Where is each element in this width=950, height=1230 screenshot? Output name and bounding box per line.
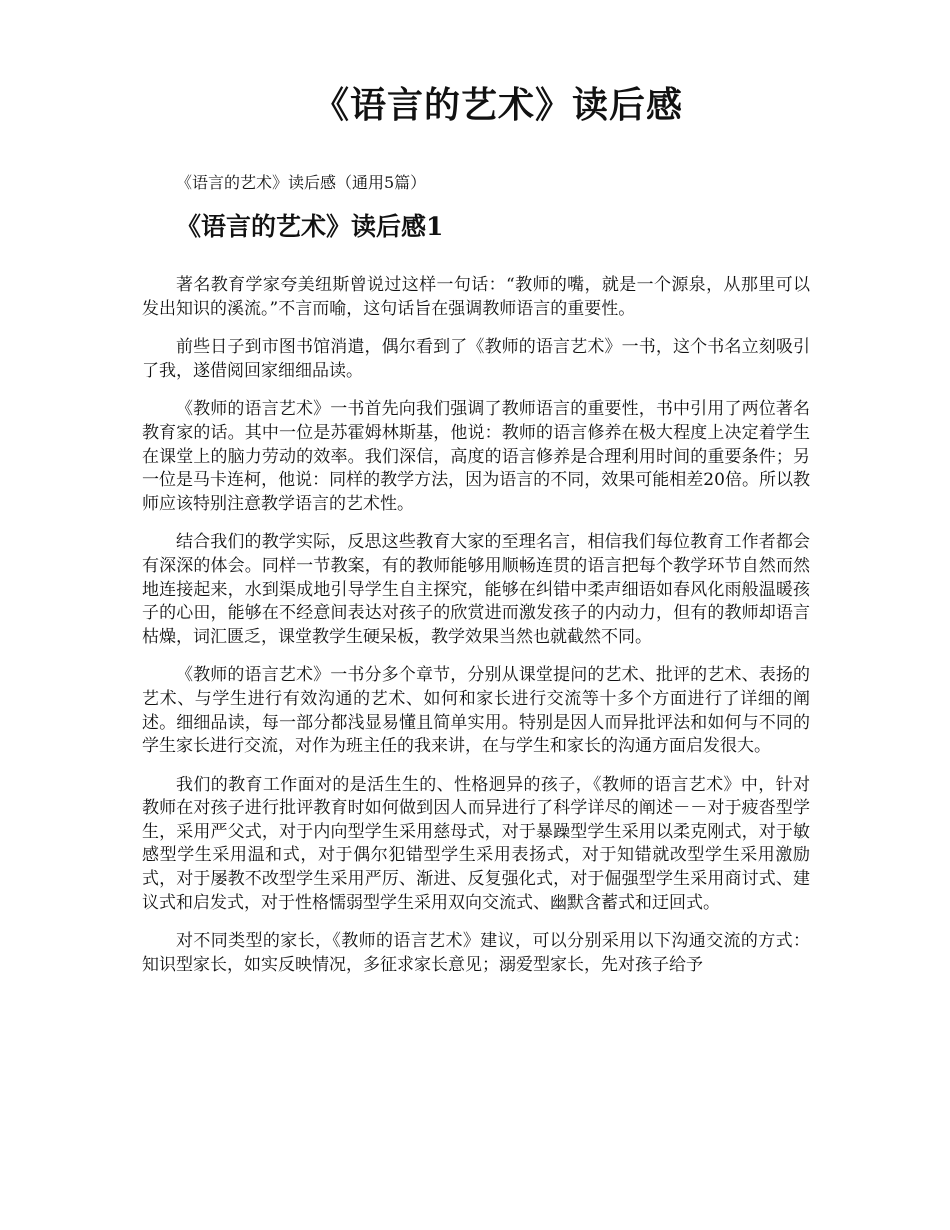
- document-title: 《语言的艺术》读后感: [312, 84, 683, 126]
- paragraph-7: 对不同类型的家长，《教师的语言艺术》建议，可以分别采用以下沟通交流的方式：知识型家长，如实反映情况，多征求家长意见；溺爱型家长，先对孩子给予: [142, 931, 810, 975]
- paragraph-1: 著名教育学家夸美纽斯曾说过这样一句话：“教师的嘴，就是一个源泉，从那里可以发出知识的溪流。”不言而喻，这句话旨在强调教师语言的重要性。: [142, 275, 810, 319]
- section-heading: 《语言的艺术》读后感1: [176, 212, 444, 241]
- paragraph-3: 《教师的语言艺术》一书首先向我们强调了教师语言的重要性，书中引用了两位著名教育家的话。其中一位是苏霍姆林斯基，他说：教师的语言修养在极大程度上决定着学生在课堂上的脑力劳动的效率。我们深信，高度的语言修养是合理利用时间的重要条件；另一位是马卡连柯，他说：同样的教学方法，因为语言的不同，效果可能相差20倍。所以教师应该特别注意教学语言的艺术性。: [142, 399, 810, 514]
- paragraph-5: 《教师的语言艺术》一书分多个章节，分别从课堂提问的艺术、批评的艺术、表扬的艺术、与学生进行有效沟通的艺术、如何和家长进行交流等十多个方面进行了详细的阐述。细细品读，每一部分都浅显易懂且简单实用。特别是因人而异批评法和如何与不同的学生家长进行交流，对作为班主任的我来讲，在与学生和家长的沟通方面启发很大。: [142, 665, 810, 757]
- document-subtitle: 《语言的艺术》读后感（通用5篇）: [176, 173, 427, 192]
- document-body: [142, 274, 810, 992]
- paragraph-6: 我们的教育工作面对的是活生生的、性格迥异的孩子，《教师的语言艺术》中，针对教师在对孩子进行批评教育时如何做到因人而异进行了科学详尽的阐述－－对于疲沓型学生，采用严父式，对于内向型学生采用慈母式，对于暴躁型学生采用以柔克刚式，对于敏感型学生采用温和式，对于偶尔犯错型学生采用表扬式，对于知错就改型学生采用激励式，对于屡教不改型学生采用严厉、渐进、反复强化式，对于倔强型学生采用商讨式、建议式和启发式，对于性格懦弱型学生采用双向交流式、幽默含蓄式和迂回式。: [142, 774, 810, 913]
- paragraph-2: 前些日子到市图书馆消遣，偶尔看到了《教师的语言艺术》一书，这个书名立刻吸引了我，遂借阅回家细细品读。: [142, 337, 810, 381]
- paragraph-4: 结合我们的教学实际，反思这些教育大家的至理名言，相信我们每位教育工作者都会有深深的体会。同样一节教案，有的教师能够用顺畅连贯的语言把每个教学环节自然而然地连接起来，水到渠成地引导学生自主探究，能够在纠错中柔声细语如春风化雨般温暖孩子的心田，能够在不经意间表达对孩子的欣赏进而激发孩子的内动力，但有的教师却语言枯燥，词汇匮乏，课堂教学生硬呆板，教学效果当然也就截然不同。: [142, 532, 810, 647]
